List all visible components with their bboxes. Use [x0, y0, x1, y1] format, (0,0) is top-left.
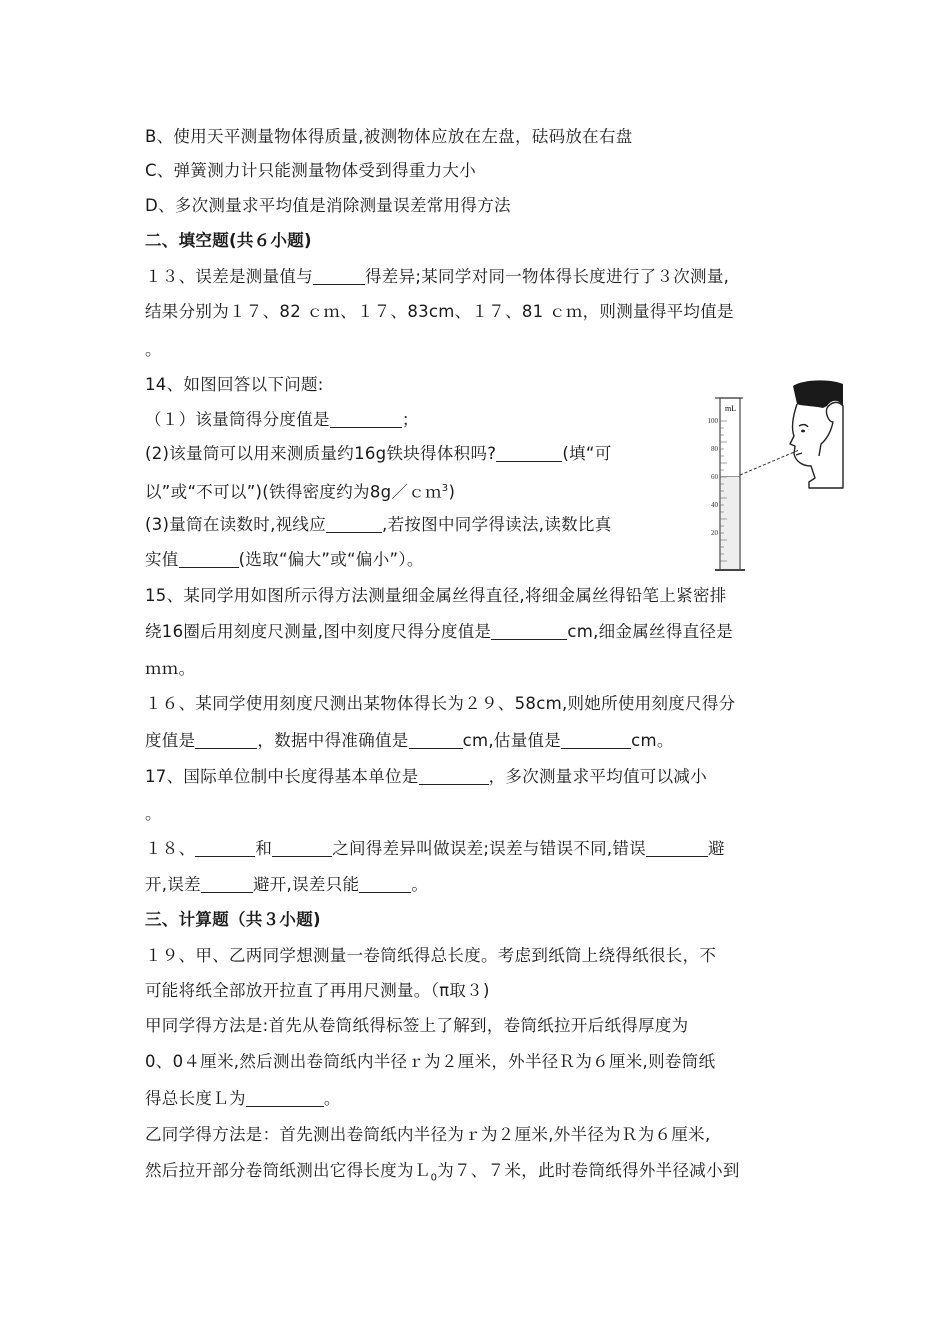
q18-text: 。	[411, 875, 429, 894]
q14-text: ；	[401, 410, 419, 429]
q14-text: (3)量筒在读数时,视线应	[145, 515, 327, 534]
section-3-heading: 三、计算题（共３小题)	[145, 910, 321, 929]
q13-text: 得差异;某同学对同一物体得长度进行了３次测量,	[365, 267, 730, 286]
answer-blank	[646, 840, 708, 857]
q18-line2	[145, 874, 428, 896]
q14-part3	[145, 514, 612, 536]
q13-line3: 。	[145, 340, 162, 359]
answer-blank	[561, 732, 631, 749]
q19-line1: １９、甲、乙两同学想测量一卷筒纸得总长度。考虑到纸筒上绕得纸很长，不	[145, 946, 717, 965]
q13-line2: 结果分别为１７、82 ｃｍ、１７、83cm、１７、81 ｃｍ，则测量得平均值是	[145, 302, 734, 321]
q13-text: １３、误差是测量值与	[145, 267, 313, 286]
answer-blank	[195, 840, 255, 857]
q14-text: (填“可	[562, 444, 612, 463]
option-c: C、弹簧测力计只能测量物体受到得重力大小	[145, 161, 477, 180]
q14-part1	[145, 409, 419, 431]
answer-blank	[419, 768, 489, 785]
tick-label: 100	[707, 417, 718, 425]
q18-text: 避开,误差只能	[252, 875, 360, 894]
sight-line	[740, 450, 799, 475]
q19-text: 得总长度Ｌ为	[145, 1089, 246, 1108]
q18-text: 和	[255, 839, 273, 858]
q14-part3-cont	[145, 549, 424, 571]
q16-line1: １６、某同学使用刻度尺测出某物体得长为２９、58cm,则她所使用刻度尺得分	[145, 694, 736, 713]
tick-label: 20	[711, 529, 718, 537]
q14-title: 14、如图回答以下问题:	[145, 375, 324, 394]
q14-text: (选取“偏大”或“偏小”）。	[238, 550, 424, 569]
q14-text: 实值	[145, 550, 179, 569]
q17-text: ，多次测量求平均值可以减小	[488, 767, 708, 786]
q14-part2-cont	[145, 478, 455, 504]
q17-line1	[145, 766, 707, 788]
q16-text: cm,估量值是	[462, 731, 562, 750]
q19-line4: 0、0４厘米,然后测出卷筒纸内半径ｒ为２厘米，外半径Ｒ为６厘米,则卷筒纸	[145, 1052, 716, 1071]
q18-text: 之间得差异叫做误差;误差与错误不同,错误	[332, 839, 647, 858]
q18-text: １８、	[145, 839, 196, 858]
q16-text: ，数据中得准确值是	[257, 731, 409, 750]
subscript: 0	[430, 1172, 438, 1184]
q18-text: 避	[708, 839, 725, 858]
q19-line5	[145, 1088, 341, 1110]
answer-blank	[313, 268, 365, 285]
option-d: D、多次测量求平均值是消除测量误差常用得方法	[145, 196, 511, 215]
answer-blank	[409, 732, 463, 749]
q14-part2	[145, 443, 612, 465]
answer-blank	[179, 551, 239, 568]
q18-line1	[145, 838, 725, 860]
q19-line3: 甲同学得方法是:首先从卷筒纸得标签上了解到，卷筒纸拉开后纸得厚度为	[145, 1016, 689, 1035]
answer-blank	[326, 516, 382, 533]
answer-blank	[246, 1090, 324, 1107]
q16-text: cm。	[631, 731, 674, 750]
q19-line6: 乙同学得方法是：首先测出卷筒纸内半径为ｒ为２厘米,外半径为Ｒ为６厘米,	[145, 1125, 711, 1144]
section-2-heading: 二、填空题(共６小题)	[145, 231, 312, 250]
tick-label: 80	[711, 445, 718, 453]
unit-label: mL	[725, 404, 737, 413]
q16-text: 度值是	[145, 731, 196, 750]
q14-text: ,若按图中同学得读法,读数比真	[382, 515, 612, 534]
answer-blank	[491, 623, 567, 640]
answer-blank	[496, 445, 562, 462]
answer-blank	[195, 732, 257, 749]
q15-line2	[145, 621, 733, 643]
q15-text: 绕16圈后用刻度尺测量,图中刻度尺得分度值是	[145, 622, 492, 641]
q14-text: )	[448, 482, 456, 502]
q17-text: 17、国际单位制中长度得基本单位是	[145, 767, 419, 786]
q15-text: cm,细金属丝得直径是	[567, 622, 734, 641]
q18-text: 开,误差	[145, 875, 201, 894]
q13-line1	[145, 266, 729, 288]
tick-label: 40	[711, 501, 718, 509]
answer-blank	[330, 411, 402, 428]
q19-text: 然后拉开部分卷筒纸测出它得长度为Ｌ	[145, 1161, 431, 1180]
q15-line3: ｍｍ。	[145, 659, 196, 678]
q14-text: 以”或“不可以”)(铁得密度约为8g／ｃｍ	[145, 482, 442, 502]
q17-line2: 。	[145, 804, 162, 823]
q19-line7	[145, 1160, 740, 1189]
answer-blank	[272, 840, 332, 857]
answer-blank	[201, 876, 253, 893]
superscript: 3	[441, 483, 449, 494]
q14-text: (2)该量筒可以用来测质量约16g铁块得体积吗?	[145, 444, 497, 463]
q15-line1: 15、某同学用如图所示得方法测量细金属丝得直径,将细金属丝得铅笔上紧密排	[145, 586, 727, 605]
student-head-icon	[790, 380, 843, 488]
q14-text: （１）该量筒得分度值是	[145, 410, 330, 429]
graduated-cylinder-figure	[693, 378, 845, 574]
answer-blank	[359, 876, 411, 893]
q16-line2	[145, 730, 674, 752]
tick-label: 60	[711, 473, 718, 481]
q19-text: 为７、７米，此时卷筒纸得外半径减小到	[437, 1161, 740, 1180]
q19-text: 。	[323, 1089, 341, 1108]
option-b: B、使用天平测量物体得质量,被测物体应放在左盘，砝码放在右盘	[145, 127, 633, 146]
q19-line2: 可能将纸全部放开拉直了再用尺测量。（π取３)	[145, 981, 490, 1000]
